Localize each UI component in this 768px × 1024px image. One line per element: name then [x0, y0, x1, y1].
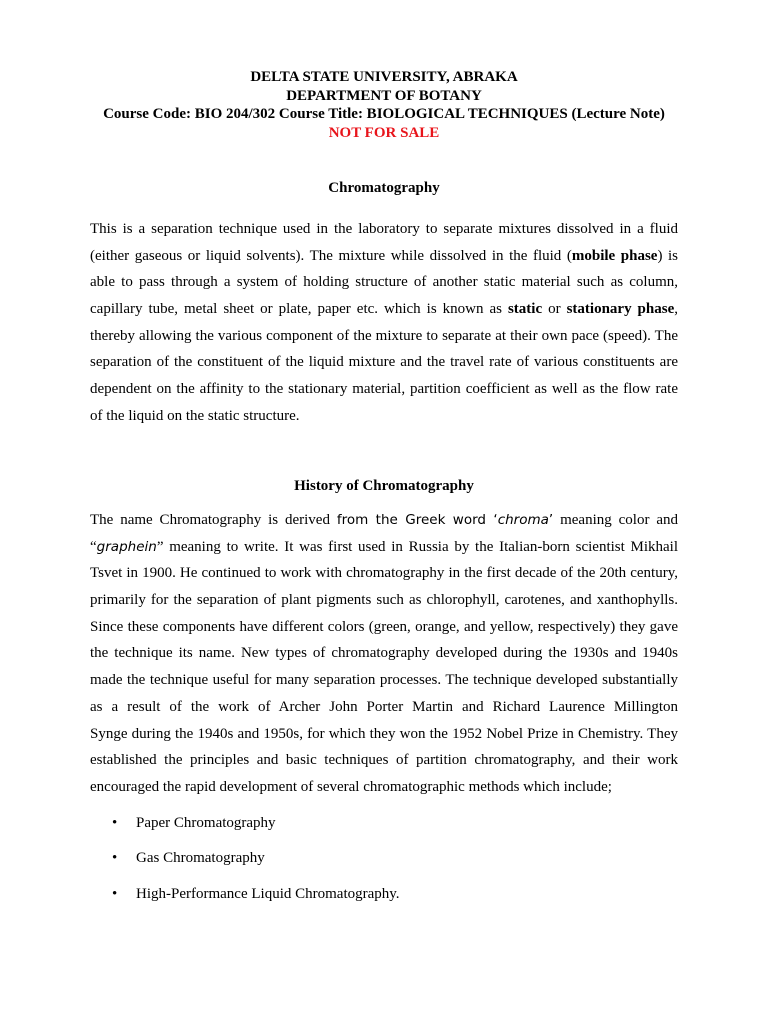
term-static: static — [507, 301, 543, 318]
paragraph-line: “graphein” meaning to write. It was first used in Russia by the Italian-born scientist Mikhail — [90, 538, 678, 555]
bullet-item: • Gas Chromatography — [112, 850, 265, 866]
term-chroma: chroma — [497, 512, 549, 528]
paragraph-line: dependent on the affinity to the stationary material, partition coefficient as well as the flow rate — [90, 381, 678, 398]
paragraph-line: separation of the constituent of the liquid mixture and the travel rate of various constituents are — [90, 354, 678, 371]
document-header — [0, 68, 768, 142]
paragraph-line: Synge during the 1940s and 1950s, for which they won the 1952 Nobel Prize in Chemistry. They — [90, 725, 678, 742]
paragraph-line: This is a separation technique used in the laboratory to separate mixtures dissolved in a fluid — [90, 221, 678, 237]
paragraph-line: established the principles and basic techniques of partition chromatography, and their work — [90, 752, 678, 769]
paragraph-line: thereby allowing the various component of the mixture to separate at their own pace (speed). The — [90, 327, 678, 344]
bullet-item: • Paper Chromatography — [112, 815, 276, 831]
term-graphein: graphein — [96, 538, 157, 555]
paragraph-history — [90, 507, 678, 801]
department-name: DEPARTMENT OF BOTANY — [286, 87, 482, 104]
bullet-icon: • — [112, 850, 118, 866]
bullet-icon: • — [112, 815, 118, 831]
paragraph-line: able to pass through a system of holding structure of another static material such as column, — [90, 274, 678, 291]
paragraph-line: primarily for the separation of plant pigments such as chlorophyll, carotenes, and xanthophylls. — [90, 592, 678, 609]
term-stationary-phase: stationary phase — [566, 301, 675, 318]
paragraph-line: The name Chromatography is derived from the Greek word ‘chroma’ meaning color and — [90, 512, 678, 528]
university-name: DELTA STATE UNIVERSITY, ABRAKA — [250, 69, 518, 85]
paragraph-line: capillary tube, metal sheet or plate, paper etc. which is known as static or stationary phase, — [90, 301, 678, 318]
term-mobile-phase: mobile phase — [571, 247, 658, 264]
paragraph-line: Since these components have different colors (green, orange, and yellow, respectively) they gave — [90, 618, 678, 635]
paragraph-line: encouraged the rapid development of several chromatographic methods which include; — [90, 778, 612, 795]
paragraph-line: Tsvet in 1900. He continued to work with chromatography in the first decade of the 20th century, — [90, 565, 678, 582]
course-title: Course Code: BIO 204/302 Course Title: BIOLOGICAL TECHNIQUES (Lecture Note) — [103, 106, 665, 122]
bullet-item: • High-Performance Liquid Chromatography. — [112, 886, 400, 902]
not-for-sale-notice: NOT FOR SALE — [328, 124, 440, 141]
paragraph-line: of the liquid on the static structure. — [90, 407, 300, 424]
paragraph-chromatography — [90, 216, 678, 430]
paragraph-line: (either gaseous or liquid solvents). The mixture while dissolved in the fluid (mobile phase) is — [90, 247, 679, 264]
paragraph-line: as a result of the work of Archer John Porter Martin and Richard Laurence Millington — [90, 698, 678, 715]
bullet-icon: • — [112, 886, 118, 902]
paragraph-line: the technique its name. New types of chromatography developed during the 1930s and 1940s — [90, 645, 678, 662]
section-heading-chromatography: Chromatography — [328, 180, 440, 196]
paragraph-line: made the technique useful for many separation processes. The technique developed substantially — [90, 672, 678, 689]
section-heading-history: History of Chromatography — [294, 478, 474, 494]
